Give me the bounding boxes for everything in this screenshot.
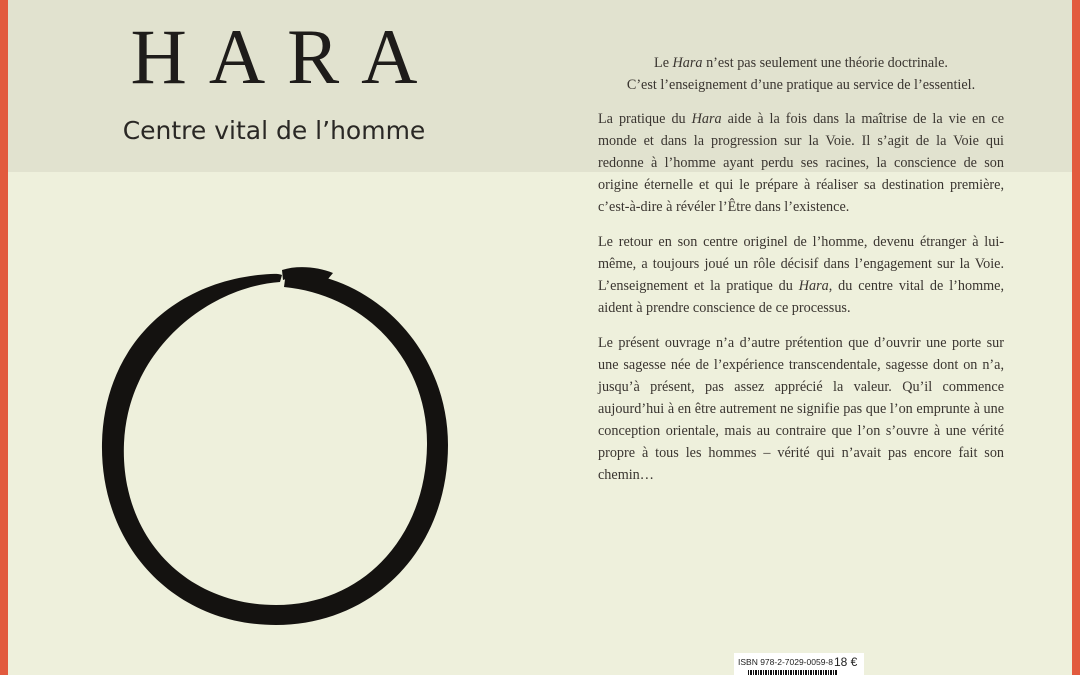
- line: Le Hara n’est pas seulement une théorie doctrinale.: [654, 55, 948, 71]
- blurb-paragraph-3: Le présent ouvrage n’a d’autre prétention que d’ouvrir une porte sur une sagesse née de l’expérience transcendentale, sagesse dont on n’a, jusqu’à présent, pas assez apprécié la valeur. Qu’il commence aujourd’hui à en être autrement ne signifie pas que l’on emprunte à une conception orientale, mais au contraire que l’on s’ouvre à une vérité propre à tous les hommes – vérité qui n’avait pas encore fait son chemin…: [598, 335, 1005, 483]
- front-cover: [8, 0, 540, 675]
- isbn-barcode-label: [734, 653, 864, 675]
- back-cover: [540, 0, 1072, 675]
- book-title: HARA: [130, 13, 440, 100]
- book-subtitle: Centre vital de l’homme: [122, 116, 426, 145]
- blurb-intro: [598, 52, 1004, 96]
- blurb-paragraph-1: La pratique du Hara aide à la fois dans la maîtrise de la vie en ce monde et dans la progression sur la Voie. Il s’agit de la Voie qui redonne à l’homme ayant perdu ses racines, la conscience de son origine éternelle et qui le prépare à réaliser sa destination première, c’est-à-dire à révéler l’Être dans l’existence.: [598, 111, 1005, 215]
- enso-stroke: [102, 272, 448, 625]
- isbn-number: ISBN 978-2-7029-0059-8: [738, 657, 833, 667]
- blurb: [598, 52, 1004, 499]
- blurb-paragraph-2: Le retour en son centre originel de l’homme, devenu étranger à lui-même, a toujours joué un rôle décisif dans l’engagement sur la Voie. L’enseignement et la pratique du Hara, du centre vital de l’homme, aident à prendre conscience de ce processus.: [598, 234, 1005, 316]
- barcode-icon: [748, 670, 838, 675]
- enso-circle-icon: [88, 250, 468, 640]
- price: 18 €: [834, 655, 858, 669]
- line: C’est l’enseignement d’une pratique au service de l’essentiel.: [626, 77, 976, 93]
